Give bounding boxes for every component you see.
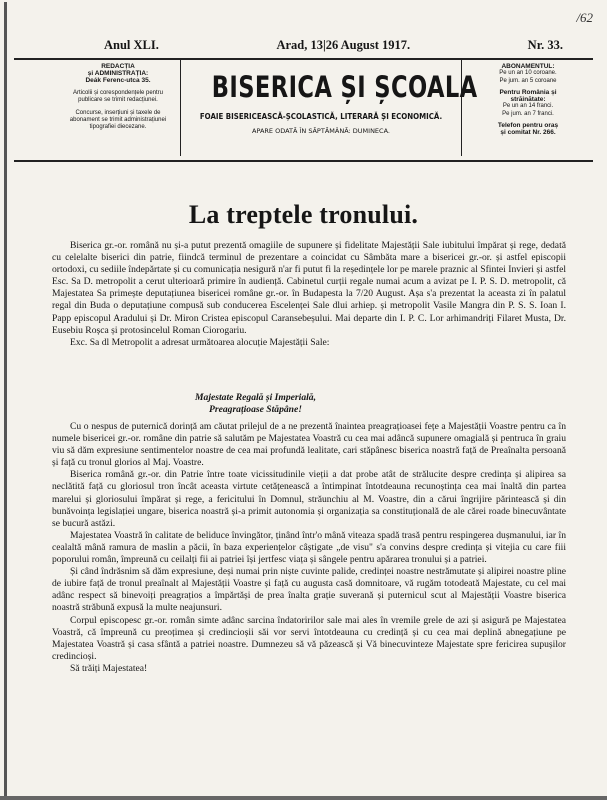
masthead-title-box <box>180 60 478 156</box>
speech-paragraph: Majestatea Voastră în calitate de beliduce învingător, ținând într'o mână viteaza spadă trasă pentru respingerea dușmanului, iar în cealaltă mână ramura de maslin a păcii, în baza experiențelor câștigate „de visu" s'a convins despre credința și vitejia cu care fiii poporului român, împreună cu ceilalți fii ai patriei își jertfesc viața și sângele pentru apărarea tronului și a patriei. <box>52 529 566 566</box>
speech-paragraph: Corpul episcopesc gr.-or. român simte adânc sarcina îndatoririlor sale mai ales în vremile grele de azi și asigură pe Majestatea Voastră, că împreună cu preoțimea și credincioșii săi vor servi întotdeauna cu credință și cu cea mai deplină abnegațiune pe Majestatea Voastră și casa sfântă a patriei noastre. Dumnezeu să vă păzească și Vă binecuvinteze Majestate spre fericirea supușilor credincioși. <box>52 614 566 662</box>
intro-paragraph: Exc. Sa dl Metropolit a adresat următoarea alocuție Majestății Sale: <box>70 336 330 348</box>
administration-heading: și ADMINISTRAȚIA: <box>87 70 149 77</box>
foreign-heading: Pentru România și <box>499 88 557 96</box>
intro-paragraph: Biserica gr.-or. română nu și-a putut prezentă omagiile de supunere și fidelitate Majestății Sale iubitului împărat și rege, dedată cu celelalte biserici din patrie, fiindcă terminul de prezentare a coincidat cu Sâmbăta mare a bisericei gr.-or. și astfel episcopii ortodoxi, cu sediile îndepărtate și cu comunicația nesigură n'ar fi putut fi la reședințele lor pe marele praznic al Sfintei Invieri și astfel Esc. Sa D. metropolit a cerut ulterioară primire în audiență. Cabinetul curții regale numai acum a avizat pe I. P. S. D. metropolit, că Majestatea Sa primește deputațiunea bisericei române gr.-or. în Budapesta la 7/20 August. Așa s'a prezentat la aceasta zi în palatul regal din Buda o deputațiune compusă sub conducerea Escelenței Sale dlui arhiep. și metropolit Vasile Mangra din P. S. S. Ioan I. Papp episcopul Aradului și Dr. Miron Cristea episcopul Caransebeșului. Mai departe din I. P. C. Lor arhimandriți Filaret Musta, Dr. Eusebiu Roșca și protosincelul Roman Ciorogariu. <box>52 240 566 336</box>
speech-text <box>52 421 566 675</box>
folio-line <box>104 38 563 53</box>
articles-notice: Articolii și corespondențele pentru publicare se trimit redacțiunei. <box>72 90 164 103</box>
article-headline: La treptele tronului. <box>188 200 419 229</box>
price-year: Pe un an 10 coroane. <box>499 70 557 77</box>
archive-page-mark: /62 <box>576 10 593 25</box>
issue-number: Nr. 33. <box>527 38 563 52</box>
speech-closing: Să trăiți Majestatea! <box>70 662 148 674</box>
salutation-line-1: Majestate Regală și Imperială, <box>195 392 316 403</box>
speech-paragraph: Cu o nespus de puternică dorință am căutat prilejul de a ne prezentă înaintea preagrațioasei fețe a Majestății Voastre pentru ca în numele bisericei gr.-or. române din patrie să salutăm pe Majestatea Voastră cu cea mai adâncă supunere omagială și pentruca în graiu viu să dăm expresiune sentimentelor noastre de cea mai profundă lealitate, cari stăpânesc biserica noastră față de Preaînalta persoană și față cu tronul glorios al Maj. Voastre. <box>52 421 566 469</box>
article-intro <box>52 240 566 349</box>
salutation-line-2: Preagrațioase Stăpâne! <box>209 404 303 415</box>
publication-frequency: APARE ODATĂ ÎN SĂPTĂMÂNĂ: DUMINECA. <box>252 127 390 135</box>
foreign-price-half-year: Pe jum. an 7 franci. <box>502 110 554 117</box>
masthead <box>14 58 593 162</box>
telephone-line-1: Telefon pentru oraș <box>497 122 559 130</box>
subscription-heading: ABONAMENTUL: <box>501 63 555 70</box>
issue-place-date: Arad, 13|26 August 1917. <box>276 38 411 52</box>
newspaper-subtitle: FOAIE BISERICEASCĂ-ȘCOLASTICĂ, LITERARĂ ȘI ECONOMICĂ. <box>199 112 443 121</box>
page-edge-shadow <box>4 2 7 798</box>
speech-paragraph: Și când îndrăsnim să dăm expresiune, deși numai prin niște cuvinte palide, credinței noastre nestrămutate și alipirei noastre pline de iubire față de tronul preaînalt al Majestății Voastre și față cu augusta casă domnitoare, vă rugăm totodeată Majestate, cu cel mai adânc respect să binevoiți preagrațios a împărtăși de prea înalta grație suverană și puternicul scut al Majestății Voastre biserica noastră străbună expusă la multe neajunsuri. <box>52 566 566 614</box>
speech-salutation <box>195 392 316 416</box>
issue-year: Anul XLI. <box>104 38 159 52</box>
editorial-office-box <box>64 63 172 131</box>
telephone-line-2: și comitat Nr. 266. <box>500 129 556 137</box>
page-bottom-edge <box>0 796 607 800</box>
speech-paragraph: Biserica română gr.-or. din Patrie între toate vicissitudinile vieții a dat probe atât de strălucite despre credința și alipirea sa neclătită față cu gloriosul tron încât aceasta virtute cetățenească a întimpinat întotdeauna recunoștința cea mai înaltă din partea marelui și gloriosului împărat și rege, a fericitului în Domnul, străunchiu al M. Voastre, din a cărui îngrijire părintească și din bunăvoința legislației ungare, biserica noastră și-a primit autonomia și organizația sa constituțională de ale cărei roade binecuvântate se bucură astăzi. <box>52 469 566 529</box>
foreign-price-year: Pe un an 14 franci. <box>502 103 554 110</box>
foreign-heading-2: străinătate: <box>510 96 546 104</box>
price-half-year: Pe jum. an 5 coroane <box>499 77 557 84</box>
subscriptions-notice: Concurse, inserțiuni și taxele de abonament se trimit administrațiunei tipografiei diecezane. <box>69 110 167 130</box>
office-address: Deák Ferenc-utca 35. <box>85 77 151 84</box>
editorial-heading: REDACȚIA <box>101 63 135 70</box>
subscription-box <box>468 63 588 137</box>
newspaper-title: BISERICA ȘI ȘCOALA <box>211 70 478 104</box>
